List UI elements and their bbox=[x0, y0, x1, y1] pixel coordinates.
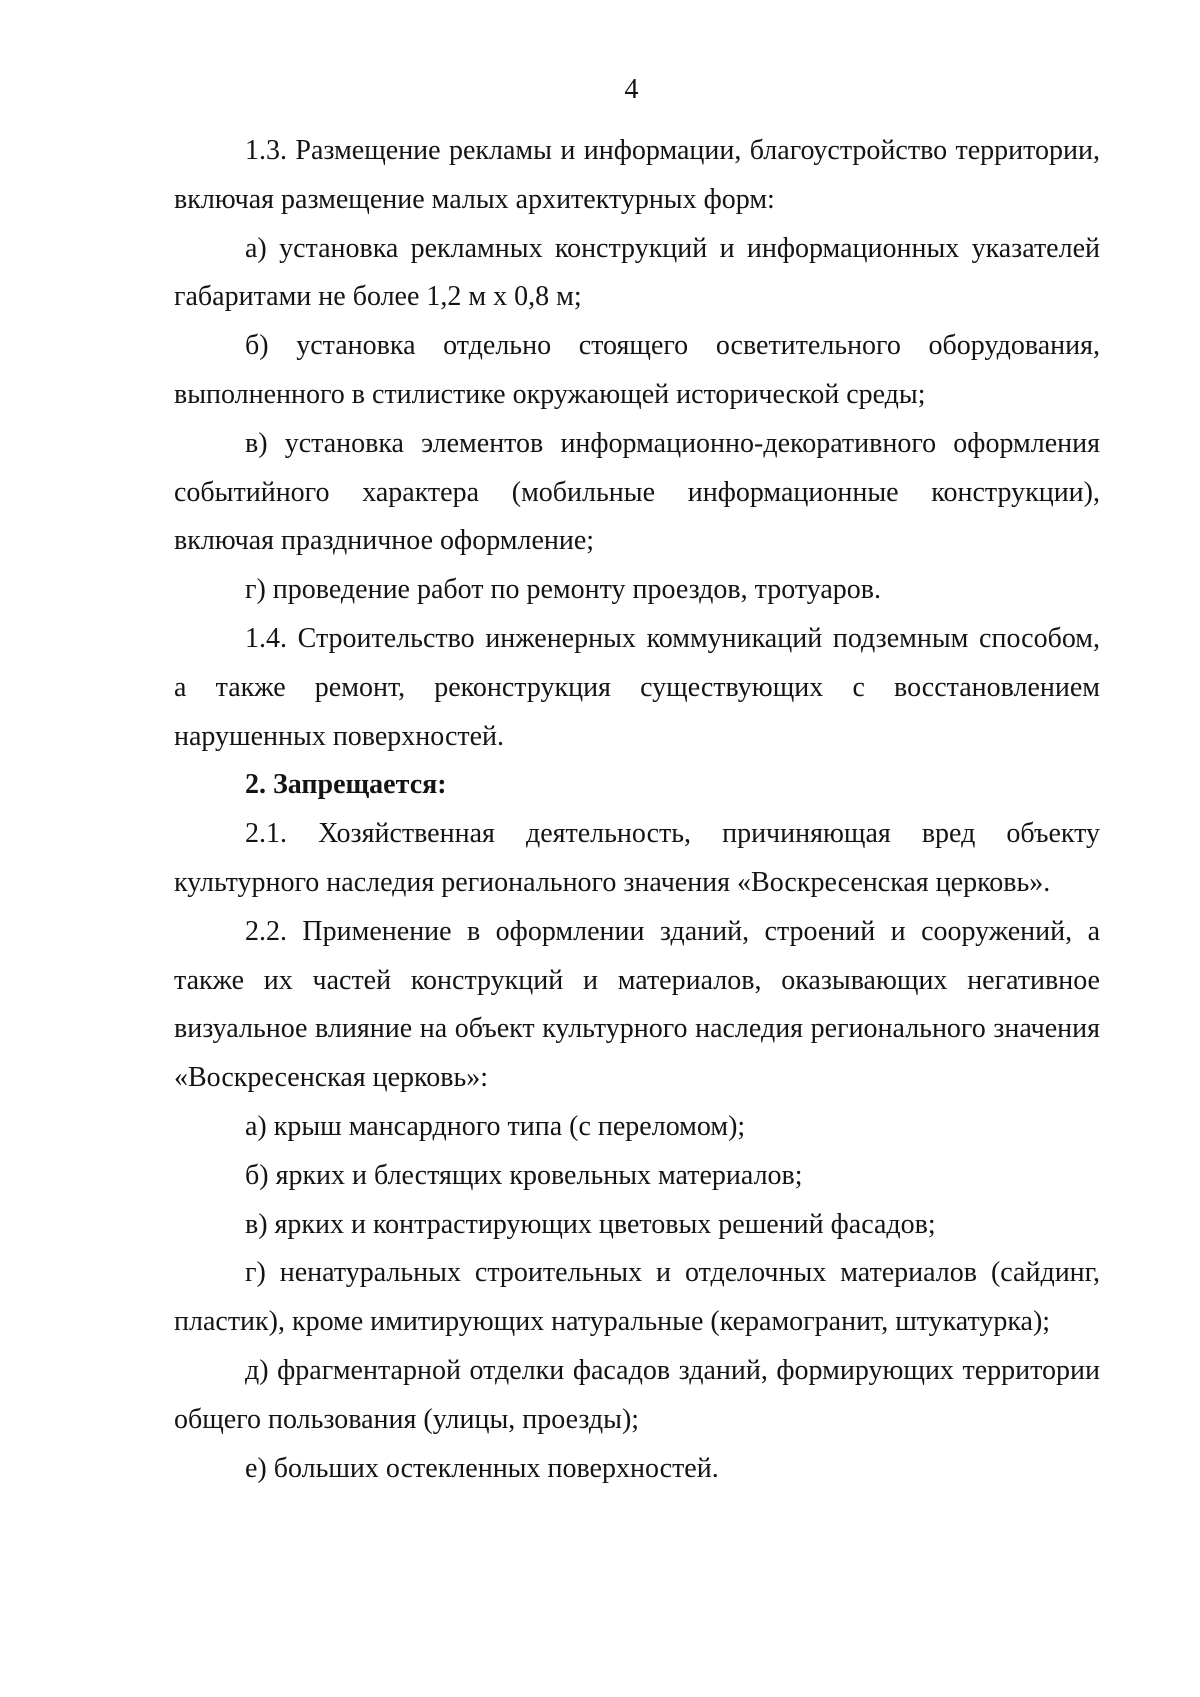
list-item-2-2-a: а) крыш мансардного типа (с переломом); bbox=[245, 1110, 746, 1142]
list-item-1-3-g: г) проведение работ по ремонту проездов, тротуаров. bbox=[245, 574, 881, 606]
document-body bbox=[174, 127, 1100, 1493]
paragraph-1-4: 1.4. Строительство инженерных коммуникаций подземным способом, а также ремонт, реконструкция существующих с восстановлением нарушенных поверхностей. bbox=[174, 622, 1100, 752]
list-item-2-2-d: д) фрагментарной отделки фасадов зданий, формирующих территории общего пользования (улицы, проезды); bbox=[174, 1354, 1100, 1435]
section-heading: 2. Запрещается: bbox=[245, 769, 447, 801]
paragraph-2-2: 2.2. Применение в оформлении зданий, строений и сооружений, а также их частей конструкций и материалов, оказывающих негативное визуальное влияние на объект культурного наследия регионального значения «Воскресенская церковь»: bbox=[174, 915, 1100, 1094]
list-item-2-2-v: в) ярких и контрастирующих цветовых решений фасадов; bbox=[245, 1208, 936, 1240]
paragraph-2-1: 2.1. Хозяйственная деятельность, причиняющая вред объекту культурного наследия регионального значения «Воскресенская церковь». bbox=[174, 818, 1100, 898]
list-item-2-2-e: е) больших остекленных поверхностей. bbox=[245, 1452, 719, 1484]
page-number: 4 bbox=[624, 74, 639, 105]
list-item-1-3-b: б) установка отдельно стоящего осветительного оборудования, выполненного в стилистике окружающей исторической среды; bbox=[174, 330, 1100, 410]
list-item-1-3-a: а) установка рекламных конструкций и информационных указателей габаритами не более 1,2 м х 0,8 м; bbox=[174, 232, 1100, 313]
list-item-2-2-g: г) ненатуральных строительных и отделочных материалов (сайдинг, пластик), кроме имитирующих натуральные (керамогранит, штукатурка); bbox=[174, 1257, 1100, 1338]
list-item-1-3-v: в) установка элементов информационно-декоративного оформления событийного характера (мобильные информационные конструкции), включая праздничное оформление; bbox=[174, 427, 1100, 557]
list-item-2-2-b: б) ярких и блестящих кровельных материалов; bbox=[245, 1159, 803, 1191]
paragraph-1-3: 1.3. Размещение рекламы и информации, благоустройство территории, включая размещение малых архитектурных форм: bbox=[174, 135, 1100, 215]
